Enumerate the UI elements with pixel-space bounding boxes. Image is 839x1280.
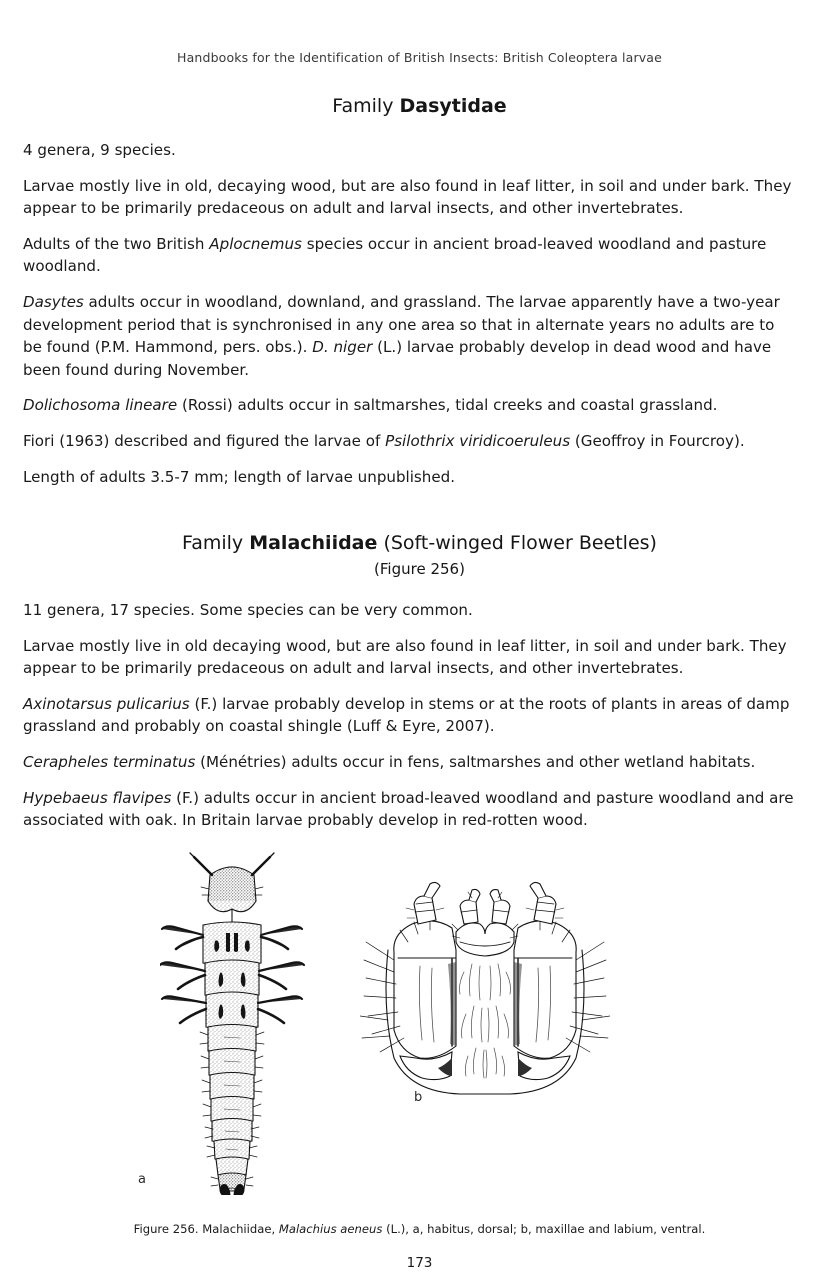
species-name-cerapheles-terminatus: Cerapheles terminatus [23, 752, 196, 771]
larva-urogomphi [211, 1173, 253, 1195]
genus-name-dasytes: Dasytes [23, 292, 84, 311]
paragraph-genera-species-count: 4 genera, 9 species. [23, 141, 176, 159]
maxillary-palps [406, 882, 564, 924]
family-heading-name: Dasytidae [399, 95, 507, 117]
figure-caption-authority: (L.), a, habitus, dorsal; b, maxillae and labium, ventral. [386, 1222, 706, 1236]
family-heading-label: Family [332, 95, 394, 117]
figure-part-label-b: b [414, 1090, 423, 1105]
larva-head [190, 853, 274, 925]
species-name-d-niger: D. niger [312, 338, 373, 357]
paragraph-hypebaeus: Hypebaeus flavipes (F.) adults occur in ancient broad-leaved woodland and pasture woodland and are associated with oak. In Britain larvae probably develop in red-rotten wood. [23, 788, 794, 830]
figure-caption-species: Malachius aeneus [278, 1222, 383, 1236]
figure-reference: (Figure 256) [374, 560, 465, 578]
family-heading-dasytidae [0, 95, 839, 117]
paragraph-axinotarsus: Axinotarsus pulicarius (F.) larvae probably develop in stems or at the roots of plants in areas of damp grassland and probably on coastal shingle (Luff & Eyre, 2007). [23, 694, 790, 736]
family-heading-common-name: (Soft-winged Flower Beetles) [383, 532, 657, 554]
paragraph-larval-habitat: Larvae mostly live in old, decaying wood, but are also found in leaf litter, in soil and under bark. They appear to be primarily predaceous on adult and larval insects, and other invertebrates. [23, 176, 792, 218]
species-name-hypebaeus-flavipes: Hypebaeus flavipes [23, 788, 172, 807]
figure-256-illustrations [0, 845, 839, 1205]
paragraph-length-adults: Length of adults 3.5-7 mm; length of larvae unpublished. [23, 467, 456, 486]
figure-part-label-a: a [138, 1172, 146, 1187]
family-heading-malachiidae [0, 532, 839, 554]
genus-name-aplocnemus: Aplocnemus [209, 234, 302, 253]
labium [452, 890, 518, 957]
larva-abdomen [200, 1025, 264, 1178]
family-heading-name-2: Malachiidae [249, 532, 378, 554]
larva-prothorax [162, 922, 302, 966]
figure-caption-number: Figure 256. [133, 1222, 199, 1236]
figure-caption [0, 1222, 839, 1236]
section-body-dasytidae [23, 139, 796, 501]
paragraph-dolichosoma: Dolichosoma lineare (Rossi) adults occur in saltmarshes, tidal creeks and coastal grassland. [23, 396, 718, 415]
paragraph-larval-habitat-2: Larvae mostly live in old decaying wood, but are also found in leaf litter, in soil and under bark. They appear to be primarily predaceous on adult and larval insects, and other invertebrates. [23, 636, 787, 678]
family-heading-label-2: Family [182, 532, 244, 554]
paragraph-cerapheles: Cerapheles terminatus (Ménétries) adults occur in fens, saltmarshes and other wetland habitats. [23, 752, 756, 771]
paragraph-dasytes: Dasytes adults occur in woodland, downland, and grassland. The larvae apparently have a two-year development period that is synchronised in any one area so that in alternate years no adults are to be found (P.M. Hammond, pers. obs.). D. niger (L.) larvae probably develop in dead wood and have been found during November. [23, 292, 780, 379]
running-header: Handbooks for the Identification of British Insects: British Coleoptera larvae [177, 50, 662, 65]
page-number: 173 [406, 1255, 433, 1271]
species-name-psilothrix-viridicoeruleus: Psilothrix viridicoeruleus [385, 431, 571, 450]
species-name-dolichosoma-lineare: Dolichosoma lineare [23, 396, 178, 415]
paragraph-fiori-psilothrix: Fiori (1963) described and figured the larvae of Psilothrix viridicoeruleus (Geoffroy in Fourcroy). [23, 431, 745, 450]
maxillae-labium-ventral-illustration [360, 880, 610, 1170]
section-body-malachiidae [23, 599, 796, 845]
paragraph-aplocnemus: Adults of the two British Aplocnemus species occur in ancient broad-leaved woodland and pasture woodland. [23, 234, 767, 276]
paragraph-genera-species-count-2: 11 genera, 17 species. Some species can be very common. [23, 601, 473, 619]
species-name-axinotarsus-pulicarius: Axinotarsus pulicarius [23, 694, 190, 713]
figure-caption-family: Malachiidae, [202, 1222, 276, 1236]
